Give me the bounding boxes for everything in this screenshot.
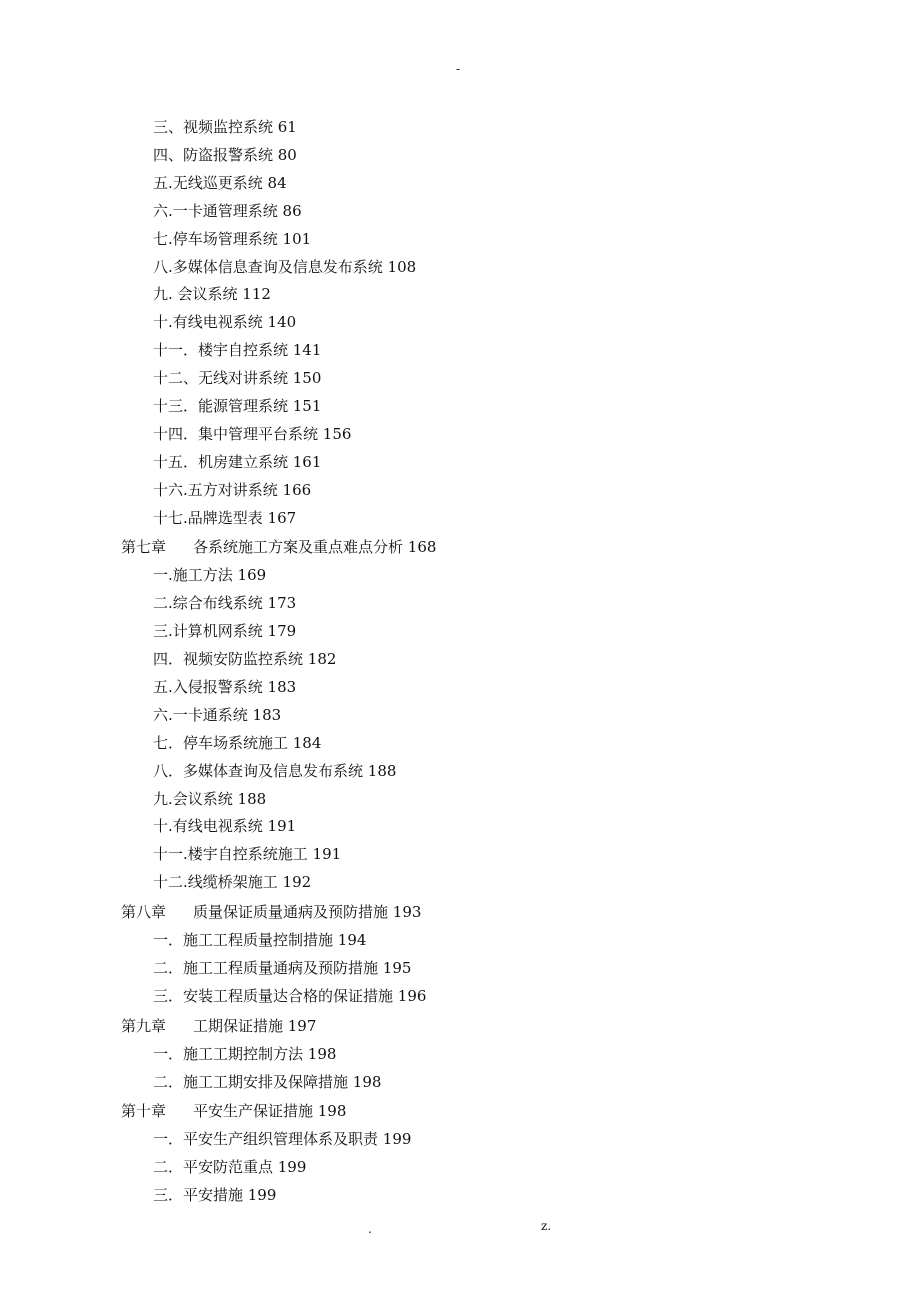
toc-entry-text: 十一．楼宇自控系统 141 bbox=[153, 341, 322, 359]
toc-section-entry[interactable] bbox=[153, 256, 416, 278]
chapter-number: 第七章 bbox=[121, 538, 167, 556]
toc-entry-text: 二．平安防范重点 199 bbox=[153, 1158, 307, 1176]
toc-entry-text: 十三．能源管理系统 151 bbox=[153, 397, 322, 415]
toc-section-entry[interactable] bbox=[153, 423, 351, 445]
chapter-number: 第十章 bbox=[121, 1102, 167, 1120]
toc-section-entry[interactable] bbox=[153, 871, 311, 893]
toc-entry-text: 十二.线缆桥架施工 192 bbox=[153, 873, 312, 891]
toc-entry-text: 工期保证措施 197 bbox=[193, 1017, 317, 1035]
toc-section-entry[interactable] bbox=[153, 815, 296, 837]
toc-section-entry[interactable] bbox=[153, 395, 321, 417]
toc-entry-text: 三、视频监控系统 61 bbox=[153, 118, 297, 136]
toc-entry-text: 一．施工工程质量控制措施 194 bbox=[153, 931, 367, 949]
toc-entry-text: 二．施工工期安排及保障措施 198 bbox=[153, 1073, 382, 1091]
toc-entry-text: 八.多媒体信息查询及信息发布系统 108 bbox=[153, 258, 417, 276]
toc-entry-text: 十六.五方对讲系统 166 bbox=[153, 481, 312, 499]
toc-section-entry[interactable] bbox=[153, 172, 287, 194]
footer-right-mark: z. bbox=[541, 1219, 552, 1233]
toc-section-entry[interactable] bbox=[153, 957, 411, 979]
toc-entry-text: 十.有线电视系统 191 bbox=[153, 817, 297, 835]
toc-entry-text: 一．平安生产组织管理体系及职责 199 bbox=[153, 1130, 412, 1148]
toc-section-entry[interactable] bbox=[153, 200, 302, 222]
toc-entry-text: 三．安装工程质量达合格的保证措施 196 bbox=[153, 987, 427, 1005]
toc-entry-text: 七．停车场系统施工 184 bbox=[153, 734, 322, 752]
toc-entry-text: 三.计算机网系统 179 bbox=[153, 622, 297, 640]
toc-section-entry[interactable] bbox=[153, 760, 396, 782]
toc-entry-text: 十二、无线对讲系统 150 bbox=[153, 369, 322, 387]
toc-section-entry[interactable] bbox=[153, 507, 296, 529]
toc-section-entry[interactable] bbox=[153, 479, 311, 501]
toc-entry-text: 二．施工工程质量通病及预防措施 195 bbox=[153, 959, 412, 977]
toc-chapter-entry[interactable] bbox=[121, 1100, 346, 1122]
footer-left-mark: . bbox=[368, 1222, 372, 1236]
toc-section-entry[interactable] bbox=[153, 1128, 411, 1150]
toc-entry-text: 七.停车场管理系统 101 bbox=[153, 230, 312, 248]
toc-entry-text: 八．多媒体查询及信息发布系统 188 bbox=[153, 762, 397, 780]
toc-section-entry[interactable] bbox=[153, 592, 296, 614]
toc-entry-text: 三．平安措施 199 bbox=[153, 1186, 277, 1204]
toc-section-entry[interactable] bbox=[153, 144, 297, 166]
toc-section-entry[interactable] bbox=[153, 929, 366, 951]
toc-section-entry[interactable] bbox=[153, 564, 266, 586]
toc-section-entry[interactable] bbox=[153, 985, 426, 1007]
toc-section-entry[interactable] bbox=[153, 1071, 381, 1093]
toc-chapter-entry[interactable] bbox=[121, 536, 436, 558]
toc-entry-text: 九.会议系统 188 bbox=[153, 790, 267, 808]
toc-section-entry[interactable] bbox=[153, 676, 296, 698]
toc-entry-text: 十四．集中管理平台系统 156 bbox=[153, 425, 352, 443]
toc-section-entry[interactable] bbox=[153, 311, 296, 333]
toc-entry-text: 平安生产保证措施 198 bbox=[193, 1102, 347, 1120]
toc-section-entry[interactable] bbox=[153, 283, 271, 305]
toc-entry-text: 六.一卡通系统 183 bbox=[153, 706, 282, 724]
toc-section-entry[interactable] bbox=[153, 1043, 336, 1065]
toc-entry-text: 二.综合布线系统 173 bbox=[153, 594, 297, 612]
toc-entry-text: 九. 会议系统 112 bbox=[153, 285, 271, 303]
toc-entry-text: 十一.楼宇自控系统施工 191 bbox=[153, 845, 342, 863]
toc-section-entry[interactable] bbox=[153, 788, 266, 810]
toc-entry-text: 六.一卡通管理系统 86 bbox=[153, 202, 302, 220]
toc-entry-text: 一．施工工期控制方法 198 bbox=[153, 1045, 337, 1063]
toc-section-entry[interactable] bbox=[153, 648, 336, 670]
chapter-number: 第九章 bbox=[121, 1017, 167, 1035]
toc-section-entry[interactable] bbox=[153, 451, 321, 473]
header-mark: - bbox=[456, 62, 461, 76]
toc-entry-text: 十七.品牌选型表 167 bbox=[153, 509, 297, 527]
chapter-number: 第八章 bbox=[121, 903, 167, 921]
toc-entry-text: 五.入侵报警系统 183 bbox=[153, 678, 297, 696]
toc-entry-text: 各系统施工方案及重点难点分析 168 bbox=[193, 538, 437, 556]
toc-entry-text: 五.无线巡更系统 84 bbox=[153, 174, 287, 192]
toc-entry-text: 四．视频安防监控系统 182 bbox=[153, 650, 337, 668]
toc-section-entry[interactable] bbox=[153, 367, 321, 389]
toc-chapter-entry[interactable] bbox=[121, 901, 421, 923]
toc-entry-text: 质量保证质量通病及预防措施 193 bbox=[193, 903, 422, 921]
toc-chapter-entry[interactable] bbox=[121, 1015, 316, 1037]
toc-section-entry[interactable] bbox=[153, 732, 321, 754]
toc-section-entry[interactable] bbox=[153, 339, 321, 361]
toc-entry-text: 十五．机房建立系统 161 bbox=[153, 453, 322, 471]
toc-section-entry[interactable] bbox=[153, 1184, 276, 1206]
toc-entry-text: 一.施工方法 169 bbox=[153, 566, 267, 584]
toc-section-entry[interactable] bbox=[153, 116, 297, 138]
toc-section-entry[interactable] bbox=[153, 228, 311, 250]
toc-section-entry[interactable] bbox=[153, 843, 341, 865]
toc-section-entry[interactable] bbox=[153, 620, 296, 642]
toc-entry-text: 四、防盗报警系统 80 bbox=[153, 146, 297, 164]
toc-section-entry[interactable] bbox=[153, 704, 281, 726]
toc-section-entry[interactable] bbox=[153, 1156, 306, 1178]
toc-entry-text: 十.有线电视系统 140 bbox=[153, 313, 297, 331]
